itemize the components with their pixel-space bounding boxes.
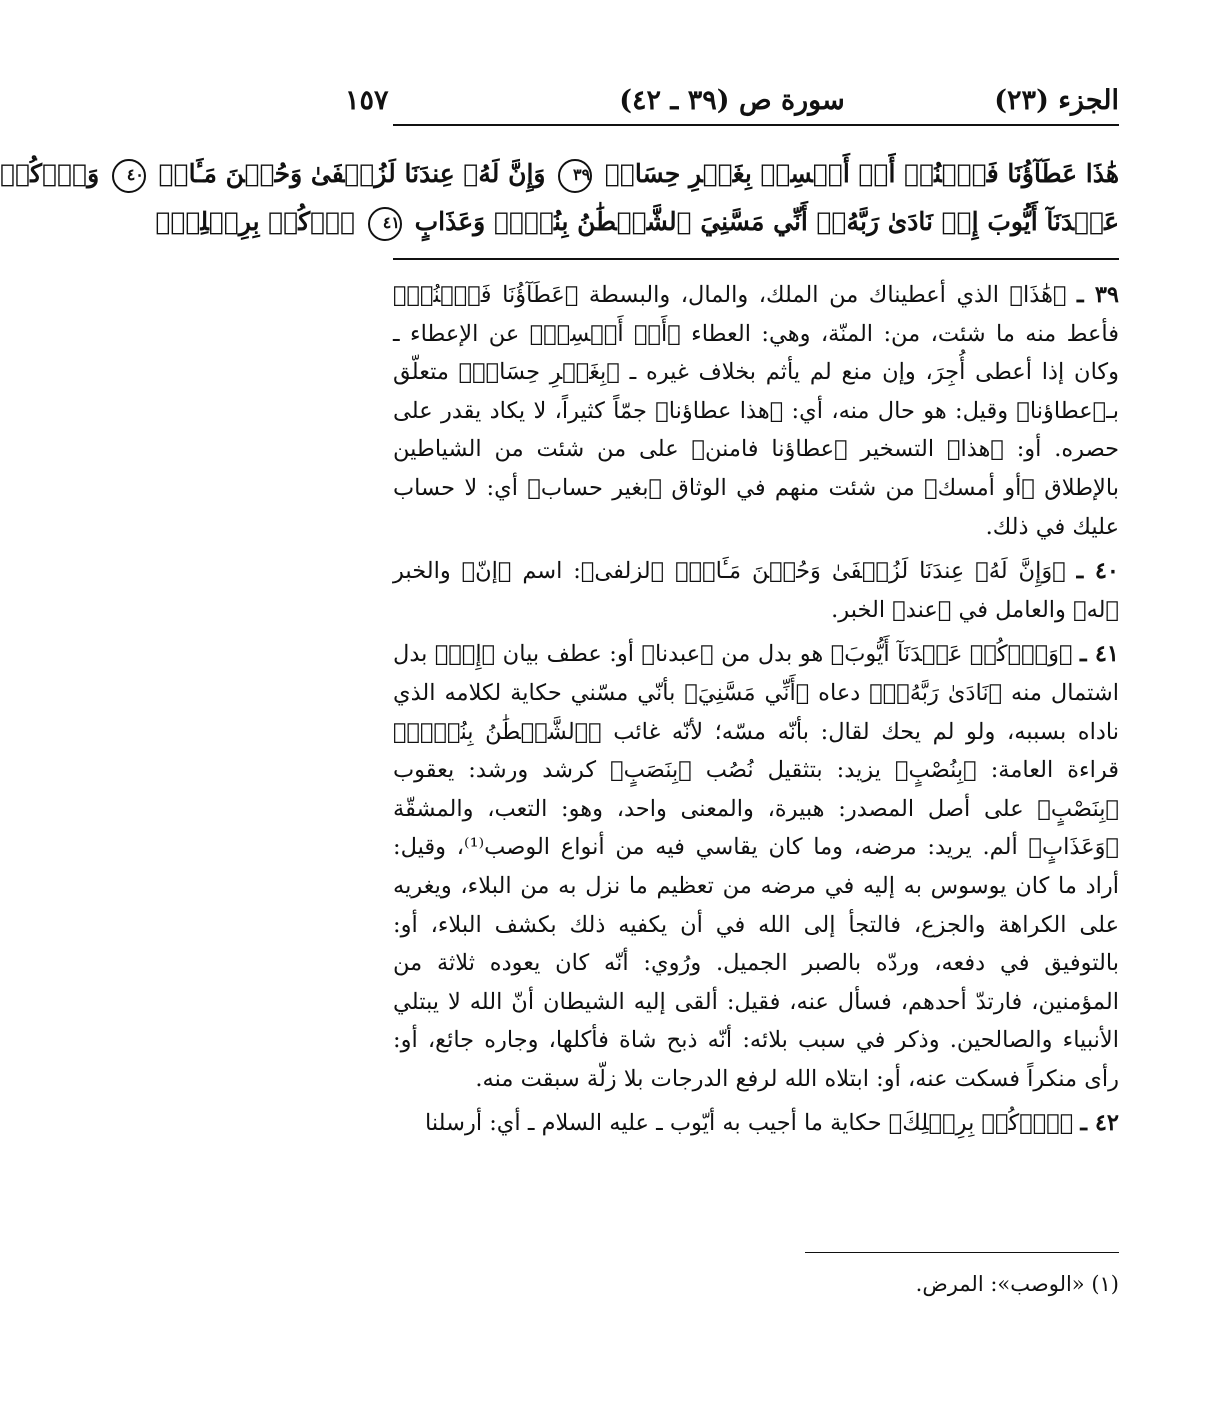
verses-rule bbox=[393, 258, 1119, 260]
quran-line bbox=[155, 198, 1119, 246]
paragraph-40 bbox=[393, 552, 1119, 629]
verse-number-marker: ٣٩ bbox=[558, 159, 592, 193]
verse-number-marker: ٤٠ bbox=[112, 159, 146, 193]
header-rule bbox=[393, 124, 1119, 126]
quran-line bbox=[0, 150, 1119, 198]
paragraph-text: ﴿وَٱذۡكُرۡ عَبۡدَنَآ أَيُّوبَ﴾ هو بدل من ﴿عبدنا﴾ أو: عطف بيان ﴿إِذۡ﴾ بدل اشتمال منه ﴿نَادَىٰ رَبَّهُۥٓ﴾ دعاه ﴿أَنِّي مَسَّنِيَ﴾ بأنّي مسّني حكاية لكلامه الذي ناداه بسببه، ولو لم يحك لقال: بأنّه مسّه؛ لأنّه غائب ﴿ٱلشَّيۡطَٰنُ بِنُصۡبٖ﴾ قراءة العامة: ﴿بِنُصْبٍ﴾ يزيد: بتثقيل نُصُب ﴿بِنَصَبٍ﴾ كرشد ورشد: يعقوب ﴿بِنَصْبٍ﴾ على أصل المصدر: هبيرة، والمعنى واحد، وهو: التعب، والمشقّة ﴿وَعَذَابٍ﴾ ألم. يريد: مرضه، وما كان يقاسي فيه من أنواع الوصب⁽¹⁾، وقيل: أراد ما كان يوسوس به إليه في مرضه من تعظيم ما نزل به من البلاء، ويغريه على الكراهة والجزع، فالتجأ إلى الله في أن يكفيه ذلك بكشف البلاء، أو: بالتوفيق في دفعه، وردّه بالصبر الجميل. ورُوي: أنّه كان يعوده ثلاثة من المؤمنين، فارتدّ أحدهم، فسأل عنه، فقيل: ألقى إليه الشيطان أنّ الله لا يبتلي الأنبياء والصالحين. وذكر في سبب بلائه: أنّه ذبح شاة فأكلها، وجاره جائع، أو: رأى منكراً فسكت عنه، أو: ابتلاه الله لرفع الدرجات بلا زلّة سبقت منه. bbox=[393, 641, 1119, 1092]
paragraph-text: ﴿هَٰذَا﴾ الذي أعطيناك من الملك، والمال، والبسطة ﴿عَطَآؤُنَا فَٱمۡنُنۡ﴾ فأعط منه ما شئت، من: المنّة، وهي: العطاء ﴿أَوۡ أَمۡسِكۡ﴾ عن الإعطاء ـ وكان إذا أعطى أُجِرَ، وإن منع لم يأثم بخلاف غيره ـ ﴿بِغَيۡرِ حِسَابٖ﴾ متعلّق بـ﴿عطاؤنا﴾ وقيل: هو حال منه، أي: ﴿هذا عطاؤنا﴾ جمّاً كثيراً، لا يكاد يقدر على حصره. أو: ﴿هذا﴾ التسخير ﴿عطاؤنا فامنن﴾ على من شئت من الشياطين بالإطلاق ﴿أو أمسك﴾ من شئت منهم في الوثاق ﴿بغير حساب﴾ أي: لا حساب عليك في ذلك. bbox=[393, 282, 1119, 540]
paragraph-text: ﴿وَإِنَّ لَهُۥ عِندَنَا لَزُلۡفَىٰ وَحُسۡنَ مَـَٔابٖ﴾ ﴿لزلفى﴾: اسم ﴿إنّ﴾ والخبر ﴿له﴾ والعامل في ﴿عند﴾ الخبر. bbox=[393, 558, 1119, 623]
verse-number-marker: ٤١ bbox=[368, 207, 402, 241]
verse-ref: ٤٠ ـ bbox=[1076, 558, 1119, 585]
footnote-rule bbox=[805, 1252, 1119, 1253]
verse-ref: ٣٩ ـ bbox=[1077, 282, 1119, 308]
verse-text: هَٰذَا عَطَآؤُنَا فَٱمۡنُنۡ أَوۡ أَمۡسِكۡ بِغَيۡرِ حِسَابٖ bbox=[604, 159, 1119, 188]
verse-text: وَإِنَّ لَهُۥ عِندَنَا لَزُلۡفَىٰ وَحُسۡنَ مَـَٔابٖ bbox=[158, 159, 546, 188]
paragraph-41 bbox=[393, 635, 1119, 1098]
verse-text: وَٱذۡكُرۡ bbox=[0, 159, 100, 188]
paragraph-42 bbox=[393, 1104, 1119, 1143]
sura-title: سورة ص (٣٩ ـ ٤٢) bbox=[619, 84, 845, 116]
footnote: (١) «الوصب»: المرض. bbox=[915, 1272, 1119, 1296]
quran-verses bbox=[0, 150, 1119, 246]
paragraph-39 bbox=[393, 276, 1119, 546]
verse-ref: ٤٢ ـ bbox=[1080, 1110, 1119, 1137]
juz-label: الجزء (٢٣) bbox=[994, 84, 1119, 116]
page-number: ١٥٧ bbox=[345, 84, 389, 116]
page-header bbox=[345, 78, 1119, 122]
commentary bbox=[393, 276, 1119, 1149]
paragraph-text: ﴿ٱرۡكُضۡ بِرِجۡلِكَ﴾ حكاية ما أجيب به أيّوب ـ عليه السلام ـ أي: أرسلنا bbox=[425, 1110, 1074, 1137]
verse-ref: ٤١ ـ bbox=[1080, 641, 1119, 668]
verse-text: ٱرۡكُضۡ بِرِجۡلِكَۖ bbox=[155, 207, 356, 236]
verse-text: عَبۡدَنَآ أَيُّوبَ إِذۡ نَادَىٰ رَبَّهُۥٓ أَنِّي مَسَّنِيَ ٱلشَّيۡطَٰنُ بِنُصۡبٖ وَعَذَابٍ bbox=[414, 207, 1119, 236]
